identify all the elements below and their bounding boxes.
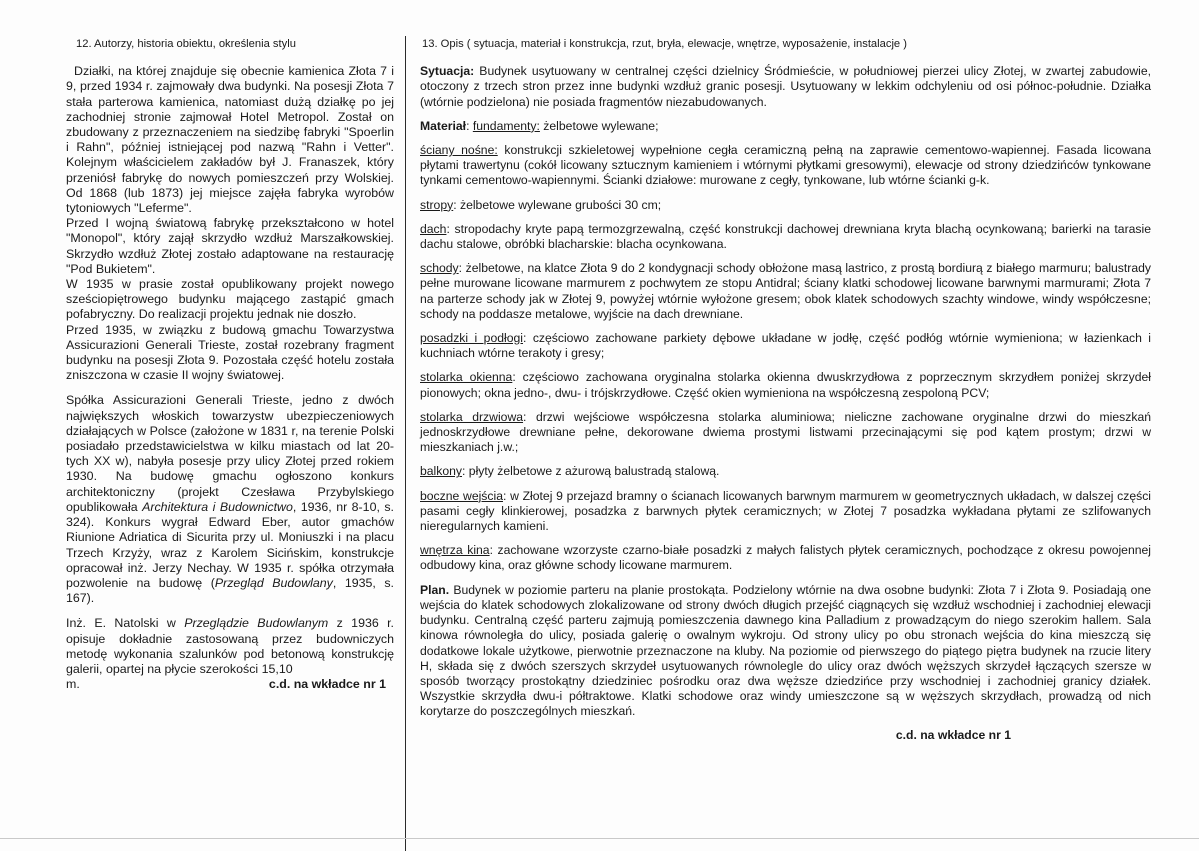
- ceilings-label: stropy: [420, 197, 454, 212]
- text-span: , 1935, s. 167).: [66, 575, 394, 606]
- walls-paragraph: [420, 143, 1151, 189]
- text-span: : częściowo zachowana oryginalna stolarka okienna dwuskrzydłowa z poprzecznym skrzydłem poniżej skrzydeł pionowych; okna jedno-, dwu- i trójskrzydłowe. Część okien wymieniona na współczesną zespoloną PCV;: [420, 370, 1151, 400]
- text-span: m.: [66, 677, 80, 692]
- text-span: Budynek w poziomie parteru na planie prostokąta. Podzielony wtórnie na dwa osobne budynki: Złota 7 i Złota 9. Posiadają one wejścia do klatek schodowych zlokalizowane od strony dwóch długich przejść ciągnących się wzdłuż wschodniej i zachodniej elewacji budynku. Centralną część parteru zajmują pomieszczenia dawnego kina Palladium z prowadzącym do niego szerokim hallem. Sala kinowa równoległa do ulicy, posiada galerię o owalnym wykroju. Od strony ulicy po obu stronach wejścia do kina mieszczą się dodatkowe lokale użytkowe, pierwotnie przeznaczone na kluby. Na poziomie od pierwszego do piątego piętra budynek na rzucie litery H, składa się z dwóch szerszych skrzydeł usytuowanych równolegle do ulicy oraz dwóch węższych skrzydeł łączących szersze w sposób tworzący prostokątny dziedziniec pośrodku oraz dwa węższe dziedzińce przy wschodniej i zachodniej granicy działek. Wszystkie skrzydła dwu-i półtraktowe. Klatki schodowe oraz windy umieszczone są w węższych skrzydłach, prowadzą od nich korytarze do poszczególnych mieszkań.: [420, 582, 1151, 719]
- history-paragraph-2: Przed I wojną światową fabrykę przekształcono w hotel "Monopol", który zajął skrzydło wzdłuż Marszałkowskiej. Skrzydło wzdłuż Złotej zostało adaptowane na restaurację "Pod Bukietem".: [66, 216, 394, 276]
- side-entrances-label: boczne wejścia: [420, 488, 503, 503]
- plan-paragraph: [420, 583, 1151, 720]
- text-span: : płyty żelbetowe z ażurową balustradą stalową.: [462, 464, 720, 479]
- material-label: Materiał: [420, 118, 467, 133]
- text-span: Spółka Assicurazioni Generali Trieste, jedno z dwóch największych włoskich towarzystw ubezpieczeniowych działających w Polsce (założone w 1831 r, na terenie Polski posiadało przedstawicielstwa w kilku miastach od lat 20-tych XX w), nabyła posesje przy ulicy Złotej przed rokiem 1930. Na budowę gmachu ogłoszono konkurs architektoniczny (projekt Czesława Przybylskiego opublikowała: [66, 393, 394, 514]
- continued-note: c.d. na wkładce nr 1: [268, 677, 386, 692]
- roof-label: dach: [420, 221, 447, 236]
- floors-label: posadzki i podłogi: [420, 331, 523, 346]
- balconies-label: balkony: [420, 464, 463, 479]
- text-span: : częściowo zachowane parkiety dębowe układane w jodłę, część podłóg wtórnie wymieniona; w łazienkach i kuchniach wtórne terakoty i gresy;: [420, 331, 1151, 361]
- foundations-label: fundamenty:: [472, 118, 540, 133]
- text-span: : żelbetowe wylewane grubości 30 cm;: [453, 197, 662, 212]
- roof-paragraph: [420, 222, 1151, 252]
- text-span: : w Złotej 9 przejazd bramny o ścianach licowanych barwnym marmurem w geometrycznych układach, w dalszej części pasami cegły klinkierowej, posadzka z barwnych płytek ceramicznych; w Złotej 7 posadzka wykładana płytami ze szlifowanych nieregularnych kamieni.: [420, 488, 1152, 534]
- situation-label: Sytuacja:: [420, 64, 475, 79]
- floors-paragraph: [420, 331, 1151, 361]
- column-divider: [405, 36, 406, 851]
- stairs-label: schody: [420, 261, 459, 276]
- windows-paragraph: [420, 370, 1151, 400]
- situation-paragraph: [420, 64, 1151, 110]
- history-paragraph-1: Działki, na której znajduje się obecnie kamienica Złota 7 i 9, przed 1934 r. zajmowały dwa budynki. Na posesji Złota 7 stała parterowa kamienica, natomiast dużą działkę po jej zachodniej stronie zajmował Hotel Metropol. Został on zbudowany z przeznaczeniem na siedzibę fabryki "Spoerlin i Rahn", później istniejącej pod nazwą "Rahn i Vetter". Kolejnym właścicielem zakładów był J. Franaszek, który przeniósł fabrykę do nowych pomieszczeń przy Wolskiej. Od 1868 (lub 1873) jej miejsce zajęła fabryka wyrobów tytoniowych "Leferme".: [66, 64, 394, 216]
- text-span: , 1936, nr 8-10, s. 324). Konkurs wygrał Edward Eber, autor gmachów Riunione Adriatica di Sicurita przy ul. Moniuszki i na placu Trzech Krzyży, wraz z Karolem Sicińskim, konstrukcje opracował inż. Jerzy Nechay. W 1935 r. spółka otrzymała pozwolenie na budowę (: [66, 499, 394, 590]
- side-entrances-paragraph: [420, 489, 1151, 535]
- text-span: żelbetowe wylewane;: [539, 118, 659, 133]
- windows-label: stolarka okienna: [420, 370, 513, 385]
- text-span: : stropodachy kryte papą termozgrzewalną, część konstrukcji dachowej drewniana kryta blachą ocynkowaną; barierki na tarasie dachu stalowe, obróbki blacharskie: blacha ocynkowana.: [420, 221, 1151, 252]
- text-span: z 1936 r. opisuje dokładnie zastosowaną przez budowniczych metodę wykonania szalunków pod betonową konstrukcję galerii, opartej na płycie szerokości 15,10: [66, 616, 395, 676]
- text-span: :: [466, 118, 473, 133]
- balconies-paragraph: [420, 464, 1151, 479]
- history-paragraph-5: [66, 393, 394, 606]
- doors-label: stolarka drzwiowa: [420, 409, 524, 424]
- section-13-heading: 13. Opis ( sytuacja, materiał i konstrukcja, rzut, bryła, elewacje, wnętrze, wyposażenie, instalacje ): [422, 38, 907, 50]
- history-paragraph-4: Przed 1935, w związku z budową gmachu Towarzystwa Assicurazioni Generali Trieste, został rozebrany fragment budynku na posesji Złota 9. Pozostała część hotelu została zniszczona w czasie II wojny światowej.: [66, 322, 394, 383]
- text-span: Budynek usytuowany w centralnej części dzielnicy Śródmieście, w południowej pierzei ulicy Złotej, w zwartej zabudowie, otoczony z trzech stron przez inne budynki wzdłuż granic posesji. Usytuowany w lekkim odchyleniu od osi północ-południe. Działka (wtórnie podzielona) nie posiada fragmentów niezabudowanych.: [420, 64, 1151, 109]
- plan-label: Plan.: [420, 582, 450, 597]
- material-foundations-paragraph: [420, 119, 1151, 134]
- text-span: konstrukcji szkieletowej wypełnione cegła ceramiczną pełną na zaprawie cementowo-wapiennej. Fasada licowana płytami trawertynu (cokół licowany sztucznym kamieniem i wtórnymi płytkami gresowymi), elewacje od strony dziedzińców tynkowane tynkami cementowo-wapiennymi. Ścianki działowe: murowane z cegły, tynkowane, lub wtórne ścianki g-k.: [420, 143, 1151, 188]
- history-paragraph-6: [66, 616, 394, 677]
- text-span: : żelbetowe, na klatce Złota 9 do 2 kondygnacji schody obłożone masą lastrico, z prostą bordiurą z białego marmuru; balustrady pełne murowane licowane marmurem z pochwytem ze stopu Antidral; ściany klatki schodowej licowane barwnymi marmurami; Złota 7 na parterze schody jak w Złotej 9, powyżej wtórnie wyłożone gresem; obok klatek schodowych szachty windowe, windy współczesne; schody na poddasze metalowe, wyjście na dach drewniane.: [420, 261, 1151, 321]
- ceilings-paragraph: [420, 198, 1151, 213]
- section-12-heading: 12. Autorzy, historia obiektu, określenia stylu: [76, 38, 296, 50]
- left-end-line: [66, 677, 394, 692]
- continued-note: c.d. na wkładce nr 1: [895, 727, 1011, 742]
- text-span: Inż. E. Natolski w: [66, 616, 185, 631]
- cinema-interiors-label: wnętrza kina: [420, 543, 490, 558]
- history-paragraph-3: W 1935 w prasie został opublikowany projekt nowego sześciopiętrowego budynku mającego zastąpić gmach pofabryczny. Do realizacji projektu jednak nie doszło.: [66, 277, 394, 322]
- right-column: [420, 37, 1151, 743]
- publication-title: Przeglądzie Budowlanym: [184, 616, 329, 631]
- walls-label: ściany nośne:: [420, 143, 498, 158]
- text-span: : zachowane wzorzyste czarno-białe posadzki z małych falistych płytek ceramicznych, pochodzące z okresu powojennej odbudowy kina, oraz główne schody licowane marmurem.: [420, 543, 1151, 573]
- publication-title: Architektura i Budownictwo: [142, 499, 293, 514]
- cinema-interiors-paragraph: [420, 543, 1151, 573]
- stairs-paragraph: [420, 261, 1151, 322]
- publication-title: Przegląd Budowlany: [214, 575, 333, 590]
- bottom-rule: [0, 838, 1199, 839]
- doors-paragraph: [420, 410, 1151, 456]
- text-span: : drzwi wejściowe współczesna stolarka aluminiowa; nieliczne zachowane oryginalne drzwi do mieszkań jednoskrzydłowe drewniane pełne, dekorowane dwiema prostymi listwami przecinającymi się pod kątem prostym; drzwi w mieszkaniach j.w.;: [420, 409, 1152, 455]
- left-column: [66, 37, 394, 692]
